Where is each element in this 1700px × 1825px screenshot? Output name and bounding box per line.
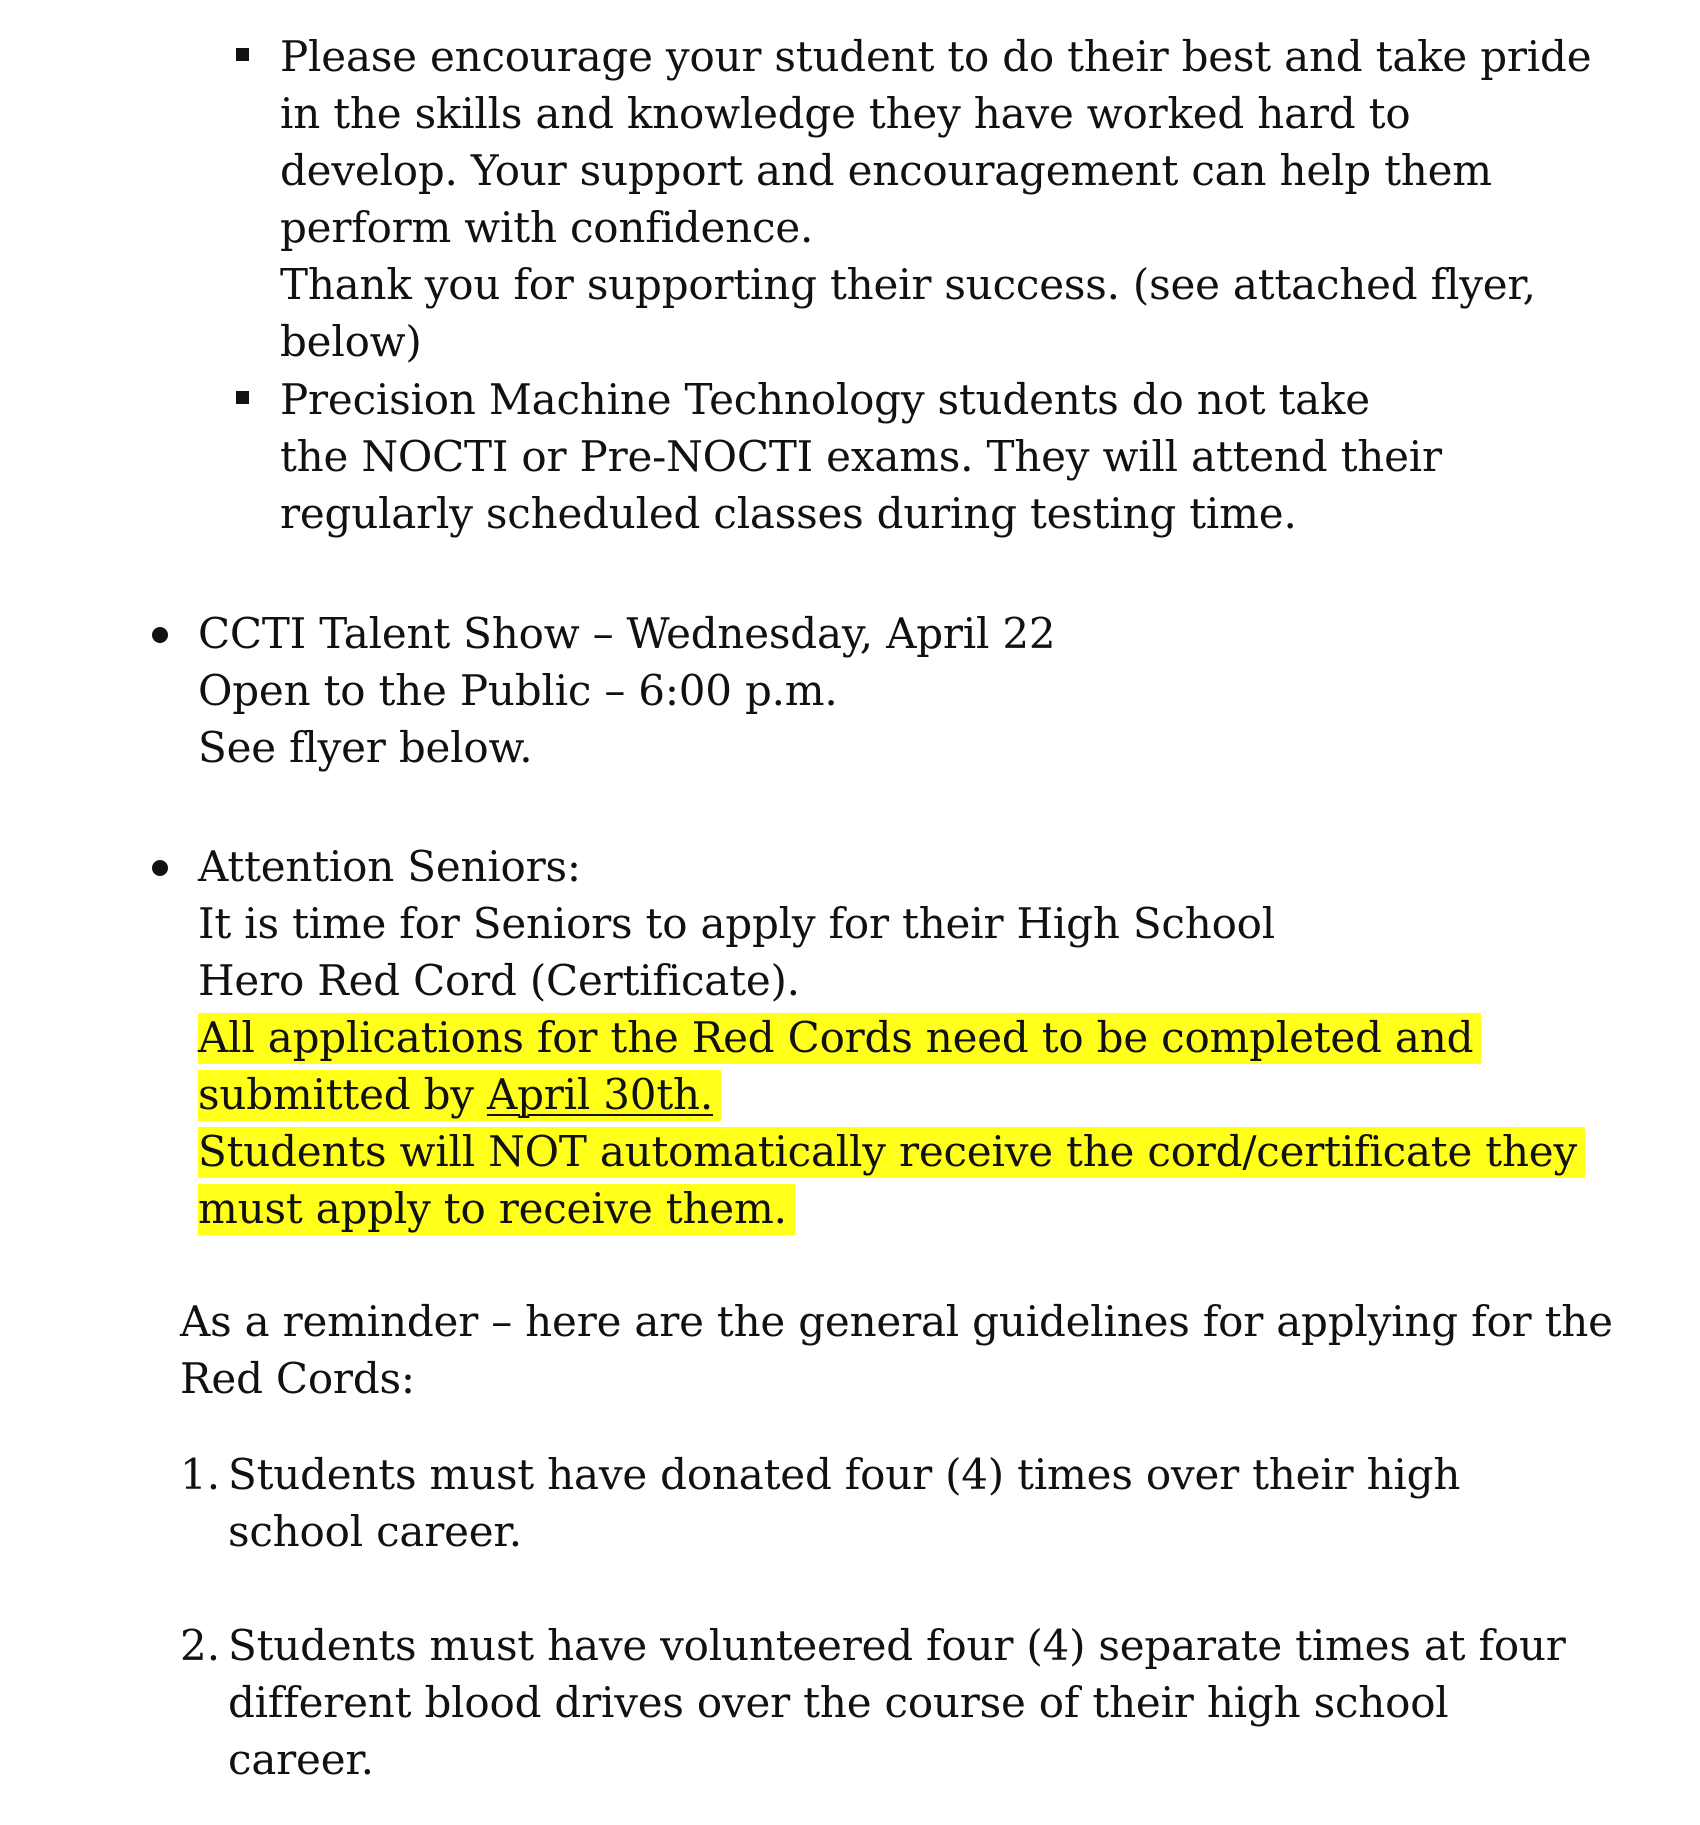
sub-bullet-1-line-3: develop. Your support and encouragement can help them	[280, 146, 1492, 195]
guideline-2-line-2: different blood drives over the course of their high school	[228, 1678, 1449, 1727]
seniors-line-3: Hero Red Cord (Certificate).	[198, 956, 800, 1005]
highlight-text	[198, 1070, 721, 1121]
talent-show-note: See flyer below.	[198, 723, 533, 772]
sub-bullet-1-line-4: perform with confidence.	[280, 203, 814, 252]
sub-bullet-1-line-5: Thank you for supporting their success. (see attached flyer,	[280, 260, 1536, 309]
sub-bullet-2-line-3: regularly scheduled classes during testing time.	[280, 489, 1297, 538]
guideline-1-line-1: Students must have donated four (4) times over their high	[228, 1450, 1461, 1499]
seniors-highlight-line-4	[198, 1180, 795, 1237]
talent-show-title: CCTI Talent Show – Wednesday, April 22	[198, 609, 1056, 658]
guideline-2-line-1: Students must have volunteered four (4) separate times at four	[228, 1621, 1566, 1670]
reminder-line-2: Red Cords:	[180, 1354, 415, 1403]
highlight-text: All applications for the Red Cords need to be completed and	[198, 1013, 1481, 1064]
highlight-text: must apply to receive them.	[198, 1184, 795, 1235]
seniors-highlight-line-3	[198, 1123, 1585, 1180]
seniors-heading: Attention Seniors:	[198, 842, 581, 891]
seniors-line-2: It is time for Seniors to apply for their High School	[198, 899, 1275, 948]
reminder-line-1: As a reminder – here are the general guidelines for applying for the	[180, 1297, 1613, 1346]
highlight-text: Students will NOT automatically receive the cord/certificate they	[198, 1127, 1585, 1178]
sub-bullet-1-line-2: in the skills and knowledge they have worked hard to	[280, 89, 1411, 138]
square-bullet-icon	[236, 48, 249, 61]
sub-bullet-1-line-1: Please encourage your student to do their best and take pride	[280, 32, 1592, 81]
sub-bullet-2-line-1: Precision Machine Technology students do not take	[280, 375, 1370, 424]
square-bullet-icon	[236, 391, 249, 404]
deadline-date: April 30th.	[486, 1070, 714, 1119]
round-bullet-icon	[152, 627, 168, 643]
sub-bullet-1-line-6: below)	[280, 317, 422, 366]
sub-bullet-2-line-2: the NOCTI or Pre-NOCTI exams. They will attend their	[280, 432, 1442, 481]
talent-show-time: Open to the Public – 6:00 p.m.	[198, 666, 838, 715]
seniors-highlight-line-1	[198, 1009, 1481, 1066]
deadline-prefix: submitted by	[198, 1070, 487, 1119]
guideline-number: 2.	[180, 1621, 221, 1670]
guideline-number: 1.	[180, 1450, 221, 1499]
guideline-2-line-3: career.	[228, 1735, 374, 1784]
round-bullet-icon	[152, 860, 168, 876]
seniors-highlight-line-2	[198, 1066, 721, 1123]
guideline-1-line-2: school career.	[228, 1507, 522, 1556]
